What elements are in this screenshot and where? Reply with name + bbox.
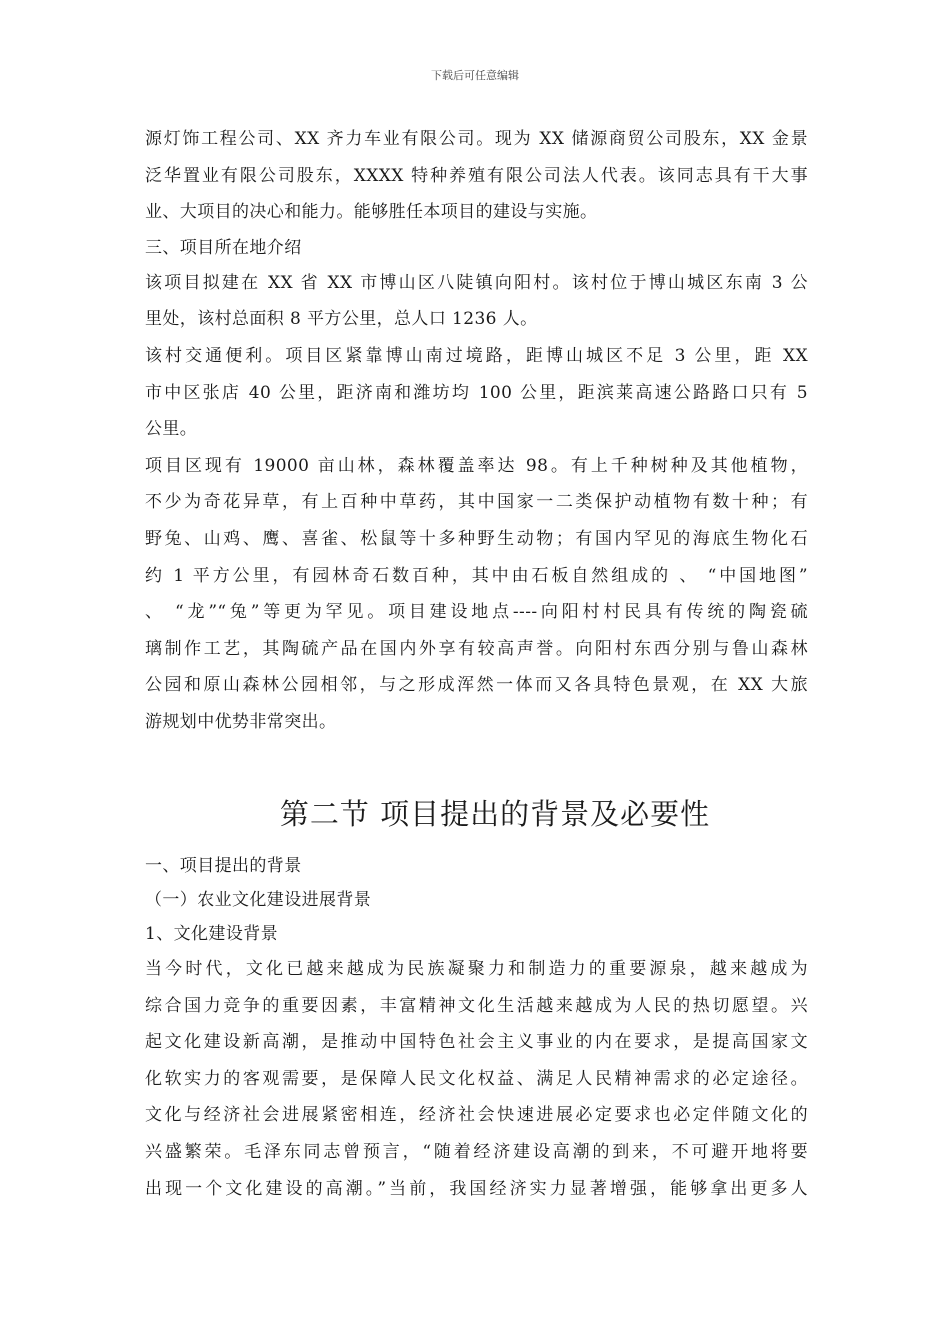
subsection-heading: 三、项目所在地介绍 bbox=[145, 237, 302, 258]
paragraph-line: 游规划中优势非常突出。 bbox=[145, 711, 337, 732]
paragraph-line: 项目区现有 19000 亩山林，森林覆盖率达 98。有上千种树种及其他植物， bbox=[145, 455, 808, 476]
paragraph-line: 该项目拟建在 XX 省 XX 市博山区八陡镇向阳村。该村位于博山城区东南 3 公 bbox=[145, 272, 808, 293]
paragraph-line: 不少为奇花异草，有上百种中草药，其中国家一二类保护动植物有数十种；有 bbox=[145, 492, 808, 513]
subsection-heading: （一）农业文化建设进展背景 bbox=[145, 890, 372, 910]
paragraph-line: 野兔、山鸡、鹰、喜雀、松鼠等十多种野生动物；有国内罕见的海底生物化石 bbox=[145, 528, 808, 549]
paragraph-line: 化软实力的客观需要，是保障人民文化权益、满足人民精神需求的必定途径。 bbox=[145, 1068, 808, 1089]
paragraph-line: 里处，该村总面积 8 平方公里，总人口 1236 人。 bbox=[145, 309, 538, 330]
section-1 bbox=[145, 121, 808, 741]
paragraph-line: 综合国力竞争的重要因素，丰富精神文化生活越来越成为人民的热切愿望。兴 bbox=[145, 995, 808, 1016]
section-2 bbox=[145, 849, 808, 1207]
paragraph-line: 业、大项目的决心和能力。能够胜任本项目的建设与实施。 bbox=[145, 202, 598, 223]
paragraph-line: 公园和原山森林公园相邻，与之形成浑然一体而又各具特色景观，在 XX 大旅 bbox=[145, 675, 808, 696]
paragraph-line: 璃制作工艺，其陶硫产品在国内外享有较高声誉。向阳村东西分别与鲁山森林 bbox=[145, 638, 808, 659]
subsection-heading: 一、项目提出的背景 bbox=[145, 856, 302, 876]
paragraph-line: 源灯饰工程公司、XX 齐力车业有限公司。现为 XX 储源商贸公司股东，XX 金景 bbox=[145, 129, 808, 149]
section-title: 第二节 项目提出的背景及必要性 bbox=[279, 797, 711, 831]
paragraph-line: 起文化建设新高潮，是推动中国特色社会主义事业的内在要求，是提高国家文 bbox=[145, 1032, 808, 1053]
paragraph-line: 出现一个文化建设的高潮。”当前，我国经济实力显著增强，能够拿出更多人 bbox=[145, 1178, 808, 1199]
paragraph-line: 泛华置业有限公司股东，XXXX 特种养殖有限公司法人代表。该同志具有干大事 bbox=[145, 165, 808, 186]
page-header-note: 下载后可任意编辑 bbox=[431, 69, 519, 82]
paragraph-line: 、 “龙”“兔”等更为罕见。项目建设地点----向阳村村民具有传统的陶瓷硫 bbox=[145, 602, 808, 623]
paragraph-line: 公里。 bbox=[145, 419, 198, 440]
paragraph-line: 当今时代，文化已越来越成为民族凝聚力和制造力的重要源泉，越来越成为 bbox=[145, 959, 808, 979]
subsection-heading: 1、文化建设背景 bbox=[145, 924, 279, 944]
document-body bbox=[145, 121, 808, 1199]
paragraph-line: 约 1 平方公里，有园林奇石数百种，其中由石板自然组成的 、 “中国地图” bbox=[145, 565, 808, 586]
paragraph-line: 市中区张店 40 公里，距济南和潍坊均 100 公里，距滨莱高速公路路口只有 5 bbox=[145, 382, 808, 403]
paragraph-line: 兴盛繁荣。毛泽东同志曾预言，“随着经济建设高潮的到来，不可避开地将要 bbox=[145, 1141, 808, 1162]
paragraph-line: 文化与经济社会进展紧密相连，经济社会快速进展必定要求也必定伴随文化的 bbox=[145, 1105, 808, 1126]
paragraph-line: 该村交通便利。项目区紧靠博山南过境路，距博山城区不足 3 公里，距 XX bbox=[145, 345, 808, 366]
